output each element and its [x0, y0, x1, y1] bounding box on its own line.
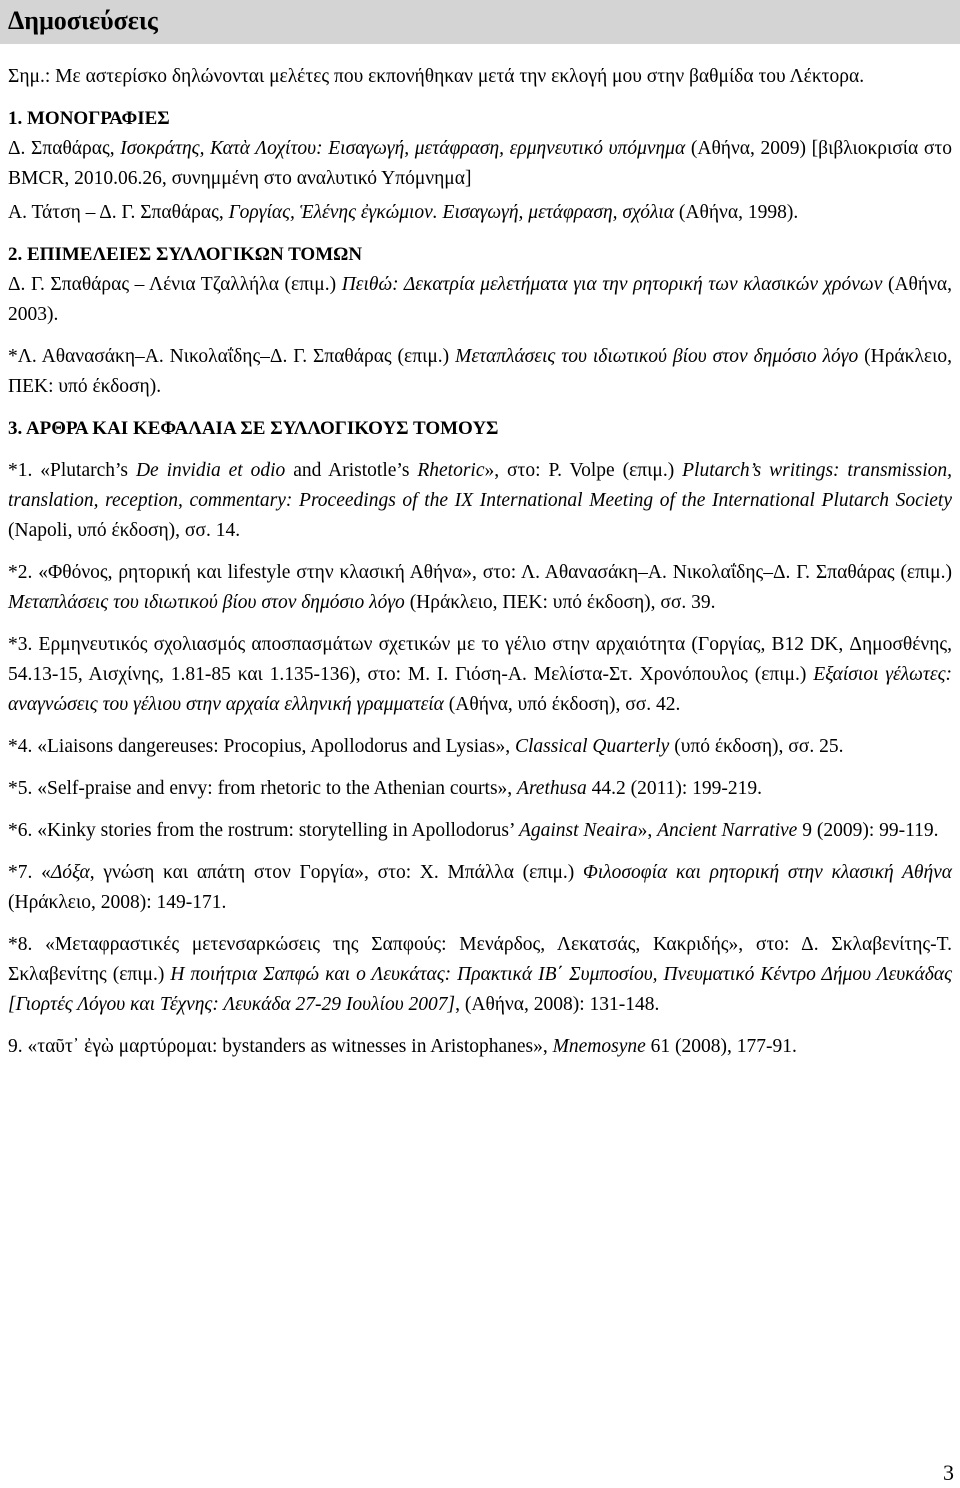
- edited-volume-1: Δ. Γ. Σπαθάρας – Λένια Τζαλλήλα (επιμ.) Πειθώ: Δεκατρία μελετήματα για την ρητορική των κλασικών χρόνων (Αθήνα, 2003).: [8, 274, 952, 325]
- heading-bar: [0, 0, 960, 44]
- article-2: *2. «Φθόνος, ρητορική και lifestyle στην κλασική Αθήνα», στο: Λ. Αθανασάκη–Α. Νικολαΐδης–Δ. Γ. Σπαθάρας (επιμ.) Μεταπλάσεις του ιδιωτικού βίου στον δημόσιο λόγο (Ηράκλειο, ΠΕΚ: υπό έκδοση), σσ. 39.: [8, 562, 952, 613]
- edited-volume-2: *Λ. Αθανασάκη–Α. Νικολαΐδης–Δ. Γ. Σπαθάρας (επιμ.) Μεταπλάσεις του ιδιωτικού βίου στον δημόσιο λόγο (Ηράκλειο, ΠΕΚ: υπό έκδοση).: [8, 346, 952, 397]
- monograph-2: Α. Τάτση – Δ. Γ. Σπαθάρας, Γοργίας, Ἑλένης ἐγκώμιον. Εισαγωγή, μετάφραση, σχόλια (Αθήνα, 1998).: [8, 202, 799, 223]
- page-number: 3: [943, 1460, 954, 1485]
- article-4: *4. «Liaisons dangereuses: Procopius, Apollodorus and Lysias», Classical Quarterly (υπό έκδοση), σσ. 25.: [8, 736, 844, 757]
- section-edited-volumes: 2. ΕΠΙΜΕΛΕΙΕΣ ΣΥΛΛΟΓΙΚΩΝ ΤΟΜΩΝ: [8, 244, 363, 265]
- section-monographs: 1. ΜΟΝΟΓΡΑΦΙΕΣ: [8, 108, 170, 129]
- document-body: [8, 62, 952, 1062]
- article-1: *1. «Plutarch’s De invidia et odio and Aristotle’s Rhetoric», στο: P. Volpe (επιμ.) Plutarch’s writings: transmission, translation, reception, commentary: Proceedings of the IX International Meeting of the International Plutarch Society (Napoli, υπό έκδοση), σσ. 14.: [8, 460, 952, 541]
- article-7: *7. «Δόξα, γνώση και απάτη στον Γοργία», στο: Χ. Μπάλλα (επιμ.) Φιλοσοφία και ρητορική στην κλασική Αθήνα (Ηράκλειο, 2008): 149-171.: [8, 862, 953, 913]
- article-9: 9. «ταῦτ᾽ ἐγὼ μαρτύρομαι: bystanders as witnesses in Aristophanes», Mnemosyne 61 (2008), 177-91.: [8, 1036, 797, 1057]
- article-6: *6. «Kinky stories from the rostrum: storytelling in Apollodorus’ Against Neaira», Ancient Narrative 9 (2009): 99-119.: [8, 820, 939, 841]
- article-8: *8. «Μεταφραστικές μετενσαρκώσεις της Σαπφούς: Μενάρδος, Λεκατσάς, Κακριδής», στο: Δ. Σκλαβενίτης-Τ. Σκλαβενίτης (επιμ.) Η ποιήτρια Σαπφώ και ο Λευκάτας: Πρακτικά ΙΒ΄ Συμποσίου, Πνευματικό Κέντρο Δήμου Λευκάδας [Γιορτές Λόγου και Τέχνης: Λευκάδα 27-29 Ιουλίου 2007], (Αθήνα, 2008): 131-148.: [8, 934, 952, 1015]
- article-5: *5. «Self-praise and envy: from rhetoric to the Athenian courts», Arethusa 44.2 (2011): 199-219.: [8, 778, 763, 799]
- monograph-1: Δ. Σπαθάρας, Ισοκράτης, Κατὰ Λοχίτου: Εισαγωγή, μετάφραση, ερμηνευτικό υπόμνημα (Αθήνα, 2009) [βιβλιοκρισία στο BMCR, 2010.06.26, συνημμένη στο αναλυτικό Υπόμνημα]: [8, 138, 952, 189]
- note: Σημ.: Με αστερίσκο δηλώνονται μελέτες που εκπονήθηκαν μετά την εκλογή μου στην βαθμίδα του Λέκτορα.: [8, 66, 865, 87]
- section-articles: 3. ΑΡΘΡΑ ΚΑΙ ΚΕΦΑΛΑΙΑ ΣΕ ΣΥΛΛΟΓΙΚΟΥΣ ΤΟΜΟΥΣ: [8, 418, 499, 439]
- page-heading: Δημοσιεύσεις: [8, 6, 158, 35]
- article-3: *3. Ερμηνευτικός σχολιασμός αποσπασμάτων σχετικών με το γέλιο στην αρχαιότητα (Γοργίας, Β12 DK, Δημοσθένης, 54.13-15, Αισχίνης, 1.81-85 και 1.135-136), στο: Μ. Ι. Γιόση-Α. Μελίστα-Στ. Χρονόπουλος (επιμ.) Εξαίσιοι γέλωτες: αναγνώσεις του γέλιου στην αρχαία ελληνική γραμματεία (Αθήνα, υπό έκδοση), σσ. 42.: [8, 634, 952, 715]
